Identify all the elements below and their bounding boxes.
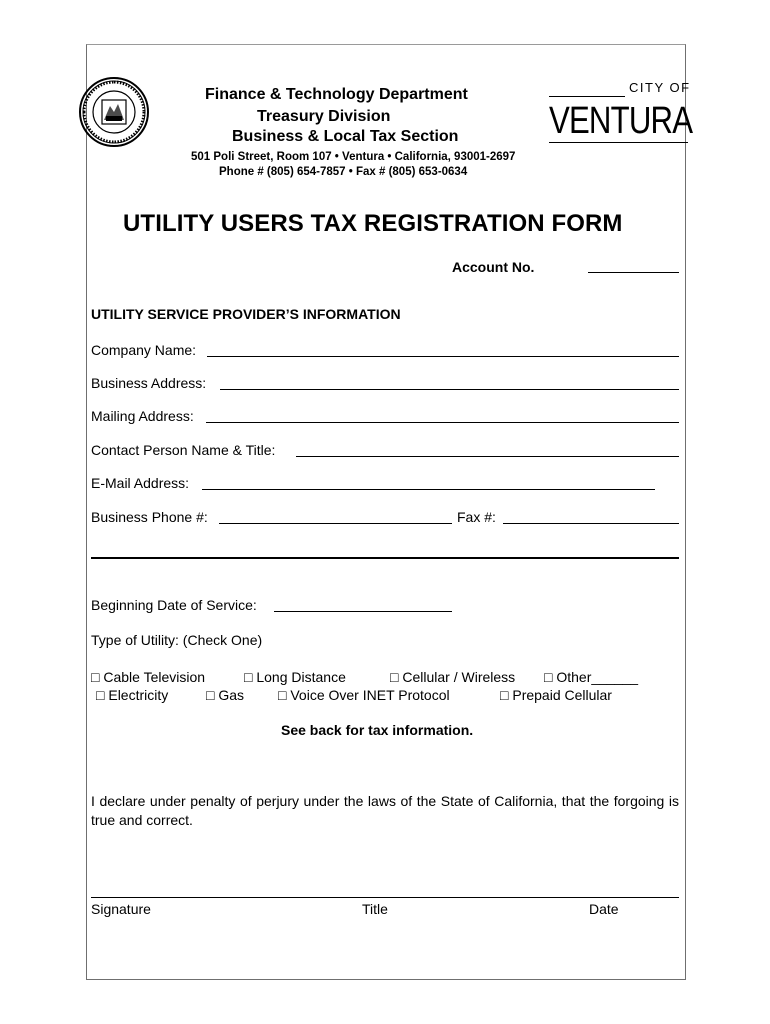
checkbox-icon[interactable]: □ [91, 669, 100, 685]
option-gas-label: Gas [218, 687, 245, 703]
business-address-label: Business Address: [91, 375, 207, 391]
option-cellular-label: Cellular / Wireless [402, 669, 516, 685]
checkbox-icon[interactable]: □ [278, 687, 287, 703]
option-other-label: Other______ [556, 669, 639, 685]
checkbox-icon[interactable]: □ [390, 669, 399, 685]
business-phone-label: Business Phone #: [91, 509, 208, 525]
city-seal-icon [78, 76, 150, 148]
department-name: Finance & Technology Department [205, 86, 468, 103]
account-label: Account No. [452, 259, 535, 275]
logo-ventura: VENTURA [549, 100, 693, 142]
title-label: Title [362, 901, 388, 917]
option-electricity-label: Electricity [108, 687, 169, 703]
contact-person-label: Contact Person Name & Title: [91, 442, 276, 458]
checkbox-icon[interactable]: □ [544, 669, 553, 685]
fax-input[interactable] [503, 523, 679, 524]
option-long-distance[interactable] [244, 669, 346, 685]
section-heading: UTILITY SERVICE PROVIDER’S INFORMATION [91, 306, 401, 322]
logo-rule-top [549, 96, 625, 97]
contact-person-input[interactable] [296, 456, 679, 457]
phone-fax: Phone # (805) 654-7857 • Fax # (805) 653-0634 [219, 166, 468, 178]
business-phone-input[interactable] [219, 523, 452, 524]
declaration-text: I declare under penalty of perjury under the laws of the State of California, that the forgoing is true and correct. [91, 793, 679, 828]
signature-label: Signature [91, 901, 151, 917]
checkbox-icon[interactable]: □ [500, 687, 509, 703]
option-prepaid[interactable] [500, 687, 612, 703]
email-input[interactable] [202, 489, 655, 490]
utility-type-label: Type of Utility: (Check One) [91, 632, 263, 648]
mailing-address-input[interactable] [206, 422, 679, 423]
option-cellular[interactable] [390, 669, 515, 685]
section-divider [91, 557, 679, 559]
fax-label: Fax #: [457, 509, 496, 525]
logo-rule-bottom [549, 142, 688, 143]
form-title: UTILITY USERS TAX REGISTRATION FORM [123, 210, 623, 237]
option-other[interactable] [544, 669, 638, 685]
section-name: Business & Local Tax Section [232, 128, 459, 145]
date-label: Date [589, 901, 619, 917]
option-gas[interactable] [206, 687, 244, 703]
street-address: 501 Poli Street, Room 107 • Ventura • California, 93001-2697 [191, 151, 516, 163]
see-back-note: See back for tax information. [281, 722, 474, 738]
checkbox-icon[interactable]: □ [206, 687, 215, 703]
option-voip[interactable] [278, 687, 450, 703]
option-prepaid-label: Prepaid Cellular [512, 687, 612, 703]
email-label: E-Mail Address: [91, 475, 190, 491]
option-long-distance-label: Long Distance [256, 669, 346, 685]
company-name-label: Company Name: [91, 342, 197, 358]
option-electricity[interactable] [96, 687, 168, 703]
division-name: Treasury Division [257, 108, 391, 125]
beginning-date-label: Beginning Date of Service: [91, 597, 257, 613]
signature-line[interactable] [91, 897, 679, 898]
option-voip-label: Voice Over INET Protocol [290, 687, 450, 703]
option-cable-tv[interactable] [91, 669, 205, 685]
mailing-address-label: Mailing Address: [91, 408, 194, 424]
company-name-input[interactable] [207, 356, 679, 357]
beginning-date-input[interactable] [274, 611, 452, 612]
logo-city-of: CITY OF [629, 80, 691, 95]
account-input-line[interactable] [588, 272, 679, 273]
option-cable-tv-label: Cable Television [103, 669, 206, 685]
checkbox-icon[interactable]: □ [96, 687, 105, 703]
business-address-input[interactable] [220, 389, 679, 390]
checkbox-icon[interactable]: □ [244, 669, 253, 685]
